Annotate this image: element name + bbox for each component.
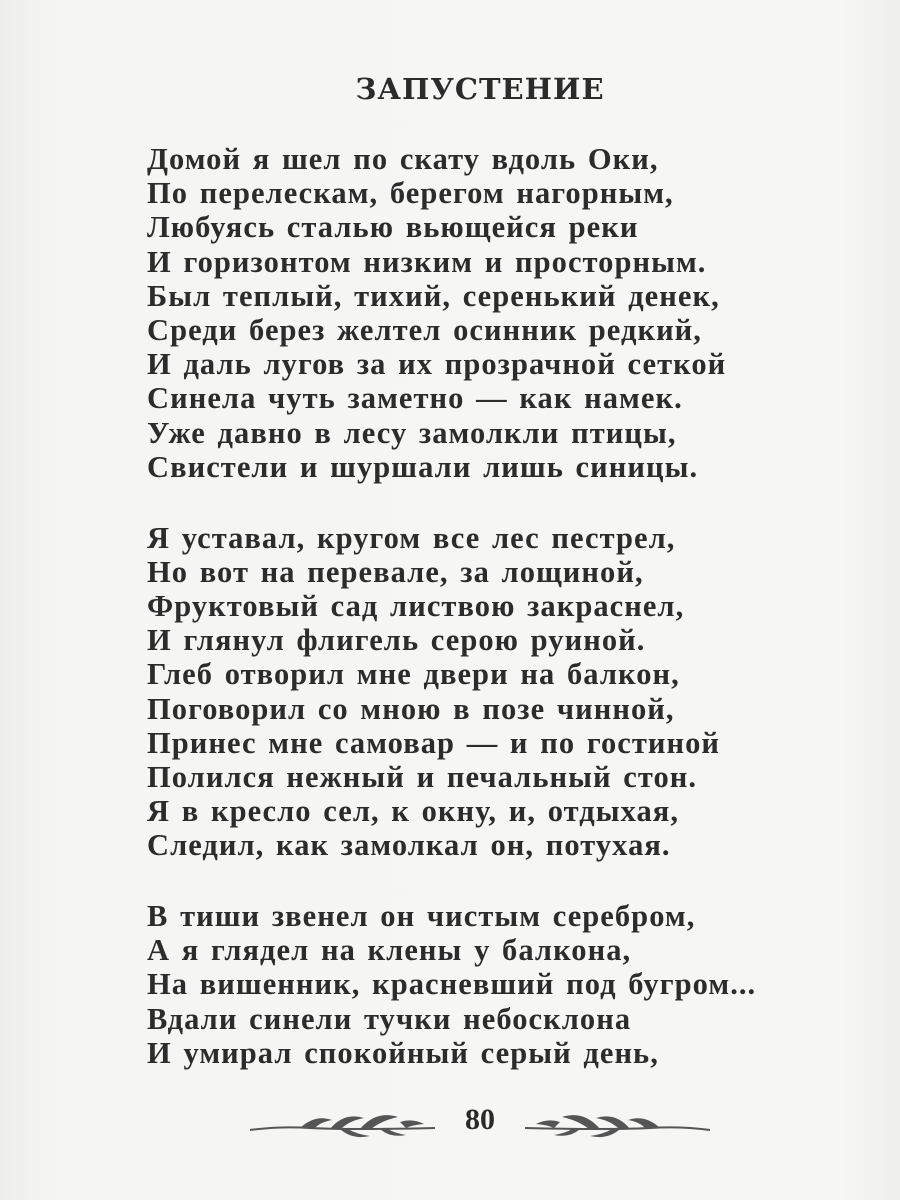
stanza-1 — [147, 142, 867, 484]
page-footer — [240, 1100, 720, 1150]
poem-line: Я в кресло сел, к окну, и, отдыхая, — [147, 794, 680, 829]
stanza-3 — [147, 899, 867, 1070]
poem-line: Уже давно в лесу замолкли птицы, — [147, 415, 677, 450]
poem-line: Но вот на перевале, за лощиной, — [147, 554, 644, 589]
poem-line: И горизонтом низким и просторным. — [147, 244, 707, 279]
poem-line: Синела чуть заметно — как намек. — [147, 381, 683, 416]
poem-body — [147, 142, 867, 1107]
poem-line: И даль лугов за их прозрачной сеткой — [147, 347, 727, 382]
poem-line: Фруктовый сад листвою закраснел, — [147, 588, 685, 623]
poem-line: Я уставал, кругом все лес пестрел, — [147, 520, 676, 555]
poem-line: И глянул флигель серою руиной. — [147, 623, 646, 658]
poem-line: И умирал спокойный серый день, — [147, 1035, 659, 1070]
poem-line: Принес мне самовар — и по гостиной — [147, 725, 721, 760]
poem-line: По перелескам, берегом нагорным, — [147, 176, 674, 211]
poem-line: Среди берез желтел осинник редкий, — [147, 313, 702, 348]
page-number: 80 — [465, 1103, 495, 1136]
flourish-ornament-icon — [520, 1108, 720, 1142]
poem-line: А я глядел на клены у балкона, — [147, 933, 632, 968]
stanza-2 — [147, 521, 867, 863]
poem-line: Любуясь сталью вьющейся реки — [147, 210, 639, 245]
poem-line: Свистели и шуршали лишь синицы. — [147, 449, 699, 484]
poem-line: Полился нежный и печальный стон. — [147, 759, 698, 794]
poem-line: Вдали синели тучки небосклона — [147, 1001, 632, 1036]
poem-line: Был теплый, тихий, серенький денек, — [147, 278, 720, 313]
poem-line: В тиши звенел он чистым серебром, — [147, 899, 696, 934]
poem-line: На вишенник, красневший под бугром... — [147, 967, 757, 1002]
poem-line: Следил, как замолкал он, потухая. — [147, 828, 671, 863]
poem-title: ЗАПУСТЕНИЕ — [355, 72, 605, 106]
poem-line: Домой я шел по скату вдоль Оки, — [147, 142, 659, 176]
poem-line: Глеб отворил мне двери на балкон, — [147, 657, 680, 692]
flourish-ornament-icon — [240, 1108, 440, 1142]
poem-line: Поговорил со мною в позе чинной, — [147, 691, 675, 726]
